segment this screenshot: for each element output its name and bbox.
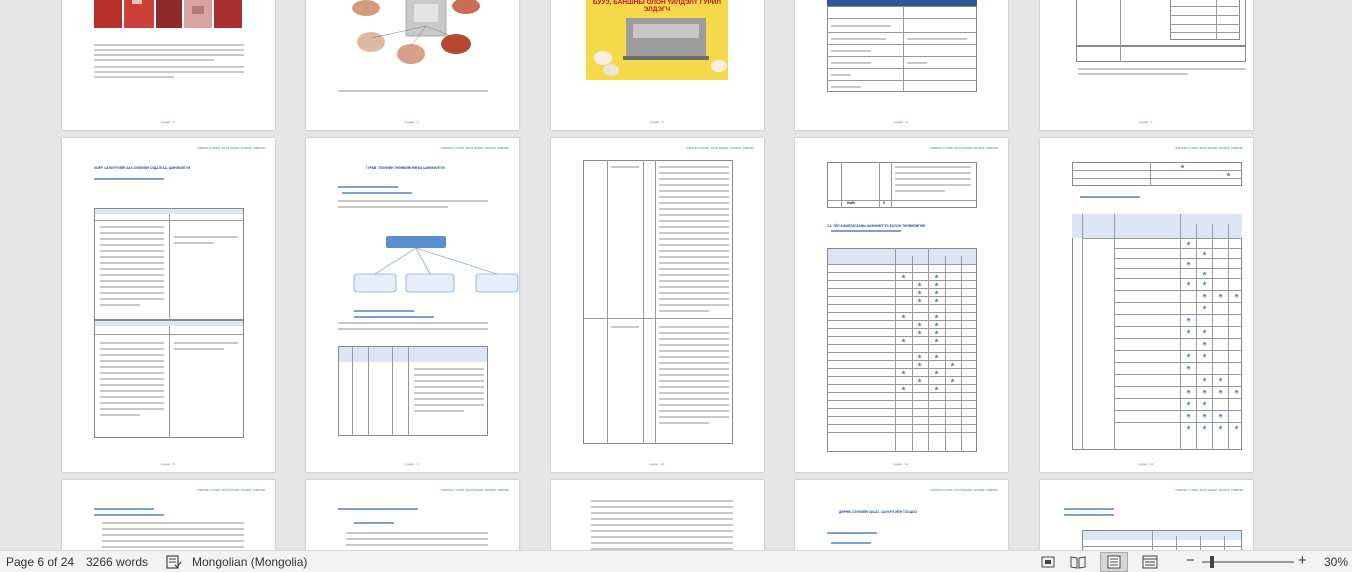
page-thumbnail[interactable] — [306, 138, 519, 472]
status-bar — [0, 550, 1352, 572]
proofing-icon[interactable] — [166, 555, 182, 569]
page-thumbnail[interactable] — [795, 138, 1008, 472]
page-header: "ХЭРЛЭН ГУРИЛ, БУУЗ БАНШ" ЖИЖИГ ХЭВЛЭЛ — [440, 488, 509, 492]
page-footer: хуудас · 7 · — [1138, 120, 1155, 124]
page-header: "ХЭРЛЭН ГУРИЛ, БУУЗ БАНШ" ЖИЖИГ ХЭВЛЭЛ — [685, 146, 754, 150]
section-heading: ДӨРӨВ. ЗЭЭЛИЙН ЗАСАГ, САНХҮҮГИЙН ТООЦОО — [839, 510, 917, 514]
zoom-level[interactable]: 30% — [1324, 555, 1349, 569]
word-count[interactable]: 3266 words — [86, 555, 149, 569]
page-thumbnail[interactable] — [62, 0, 275, 130]
meat-photos — [62, 0, 275, 130]
page-header: "ХЭРЛЭН ГУРИЛ, БУУЗ БАНШ" ЖИЖИГ ХЭВЛЭЛ — [929, 488, 998, 492]
zoom-in-button[interactable]: + — [1298, 552, 1307, 569]
page-thumbnail[interactable] — [795, 0, 1008, 130]
page-footer: хуудас · 11 · — [893, 462, 910, 466]
page-footer: хуудас · 10 · — [648, 462, 667, 466]
web-layout-icon[interactable] — [1142, 555, 1158, 569]
page-footer: хуудас · 8 · — [160, 462, 177, 466]
page-footer: хуудас · 9 · — [404, 462, 421, 466]
page-thumbnail[interactable] — [306, 480, 519, 550]
page-header: "ХЭРЛЭН ГУРИЛ, БУУЗ БАНШ" ЖИЖИГ ХЭВЛЭЛ — [196, 146, 265, 150]
total-value: 5 — [883, 201, 885, 205]
page-header: "ХЭРЛЭН ГУРИЛ, БУУЗ БАНШ" ЖИЖИГ ХЭВЛЭЛ — [929, 146, 998, 150]
page-footer: хуудас · 4 · — [404, 120, 421, 124]
zoom-out-button[interactable]: − — [1186, 552, 1195, 569]
read-mode-icon[interactable] — [1070, 555, 1086, 569]
page-header: "ХЭРЛЭН ГУРИЛ, БУУЗ БАНШ" ЖИЖИГ ХЭВЛЭЛ — [440, 146, 509, 150]
page-thumbnail[interactable] — [62, 138, 275, 472]
section-heading: 3.3. ҮЙЛ АЖИЛЛАГААНЫ ШИНЖИЛГЭЭ БОЛОН ТӨЛӨВЛӨГӨӨ — [827, 224, 926, 228]
product-banner-title: БУУЗ, БАНШНЫ ОЛОН ҮЙЛДЭЛТ ГУРИЛ ЭЛДЭГЧ — [593, 0, 721, 13]
page-footer: хуудас · 6 · — [893, 120, 910, 124]
focus-mode-icon[interactable] — [1040, 555, 1056, 569]
page-thumbnail[interactable] — [1040, 480, 1253, 550]
page-thumbnail[interactable] — [62, 480, 275, 550]
page-thumbnail[interactable] — [551, 0, 764, 130]
meat-grinder-diagram — [306, 0, 519, 130]
page-header: "ХЭРЛЭН ГУРИЛ, БУУЗ БАНШ" ЖИЖИГ ХЭВЛЭЛ — [1174, 146, 1243, 150]
print-layout-icon — [1106, 555, 1122, 569]
page-footer: хуудас · 3 · — [160, 120, 177, 124]
org-chart-diagram — [306, 230, 519, 320]
zoom-slider[interactable] — [1202, 561, 1294, 563]
page-thumbnail[interactable] — [551, 138, 764, 472]
page-footer: хуудас · 12 · — [1137, 462, 1156, 466]
page-thumbnail[interactable] — [795, 480, 1008, 550]
page-thumbnail[interactable] — [1040, 0, 1253, 130]
total-label: Нийт — [847, 201, 856, 205]
page-header: "ХЭРЛЭН ГУРИЛ, БУУЗ БАНШ" ЖИЖИГ ХЭВЛЭЛ — [196, 488, 265, 492]
section-heading: ГУРАВ. ТЕХНИЙН ТӨЛӨВЛӨГӨӨ БА ШИНЖИЛГЭЭ — [366, 166, 445, 170]
page-header: "ХЭРЛЭН ГУРИЛ, БУУЗ БАНШ" ЖИЖИГ ХЭВЛЭЛ — [1174, 488, 1243, 492]
page-thumbnail[interactable] — [1040, 138, 1253, 472]
section-heading: ХОЁР. САНХҮҮГИЙН ЗАХ ЗЭЭЛИЙН СУДАЛГАА, ШИНЖИЛГЭЭ — [94, 166, 191, 170]
page-thumbnail[interactable] — [551, 480, 764, 550]
dough-roller-product-image — [551, 0, 764, 130]
page-count[interactable]: Page 6 of 24 — [6, 555, 75, 569]
zoom-slider-thumb[interactable] — [1210, 556, 1214, 568]
page-thumbnail[interactable] — [306, 0, 519, 130]
language-indicator[interactable]: Mongolian (Mongolia) — [192, 555, 308, 569]
page-footer: хуудас · 5 · — [649, 120, 666, 124]
